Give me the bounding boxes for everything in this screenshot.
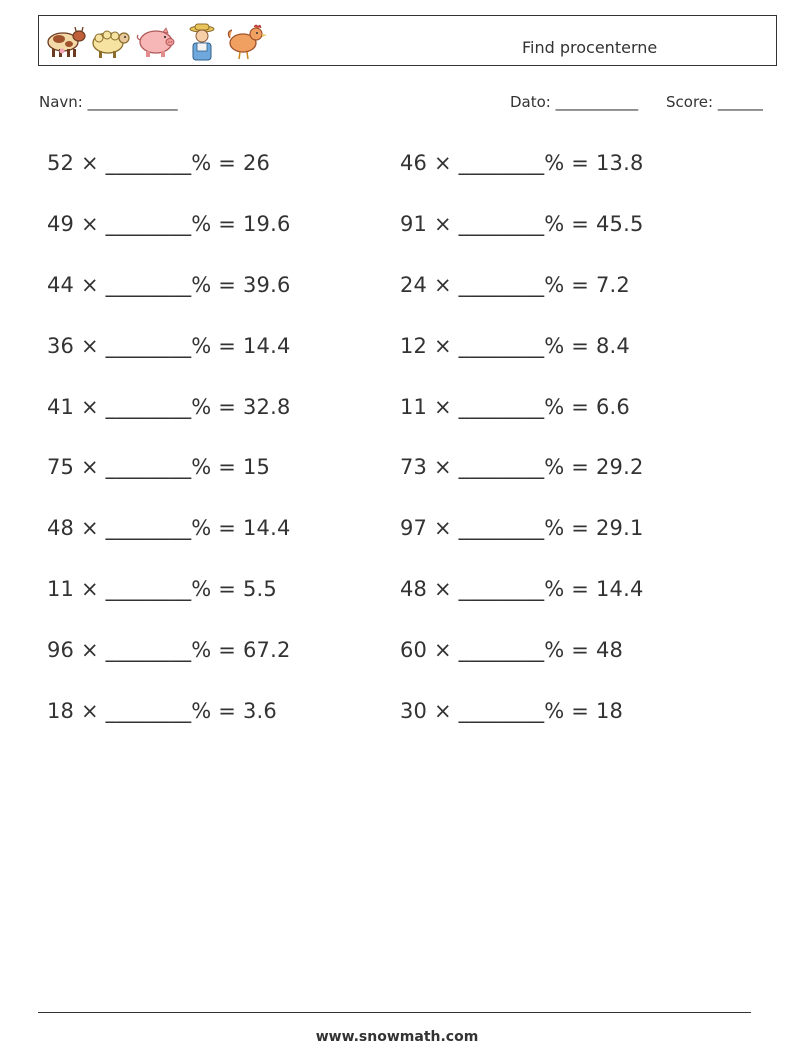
worksheet-header [38, 15, 777, 66]
problem-left-7: 48 × ________% = 14.4 [47, 516, 291, 540]
problem-right-2: 91 × ________% = 45.5 [400, 212, 644, 236]
sheep-icon [90, 22, 132, 62]
cow-icon [43, 22, 87, 62]
problem-left-4: 36 × ________% = 14.4 [47, 334, 291, 358]
date-field-label: Dato: ___________ [510, 93, 639, 111]
problem-right-4: 12 × ________% = 8.4 [400, 334, 630, 358]
chicken-icon [225, 22, 269, 62]
problem-right-9: 60 × ________% = 48 [400, 638, 624, 662]
name-field-label: Navn: ____________ [39, 93, 178, 111]
worksheet-title: Find procenterne [522, 38, 658, 57]
problem-right-5: 11 × ________% = 6.6 [400, 395, 630, 419]
footer-url[interactable]: www.snowmath.com [315, 1029, 479, 1045]
footer-divider [38, 1012, 751, 1013]
problem-right-10: 30 × ________% = 18 [400, 699, 624, 723]
problem-left-3: 44 × ________% = 39.6 [47, 273, 291, 297]
problem-right-7: 97 × ________% = 29.1 [400, 516, 644, 540]
problem-left-5: 41 × ________% = 32.8 [47, 395, 291, 419]
problem-right-3: 24 × ________% = 7.2 [400, 273, 630, 297]
problem-left-10: 18 × ________% = 3.6 [47, 699, 277, 723]
problem-left-1: 52 × ________% = 26 [47, 151, 271, 175]
problem-right-6: 73 × ________% = 29.2 [400, 455, 644, 479]
score-field-label: Score: ______ [666, 93, 763, 111]
pig-icon [135, 22, 179, 62]
problem-left-2: 49 × ________% = 19.6 [47, 212, 291, 236]
farmer-icon [183, 22, 221, 62]
problem-left-6: 75 × ________% = 15 [47, 455, 271, 479]
problem-right-8: 48 × ________% = 14.4 [400, 577, 644, 601]
problem-right-1: 46 × ________% = 13.8 [400, 151, 644, 175]
problem-left-9: 96 × ________% = 67.2 [47, 638, 291, 662]
problem-left-8: 11 × ________% = 5.5 [47, 577, 277, 601]
